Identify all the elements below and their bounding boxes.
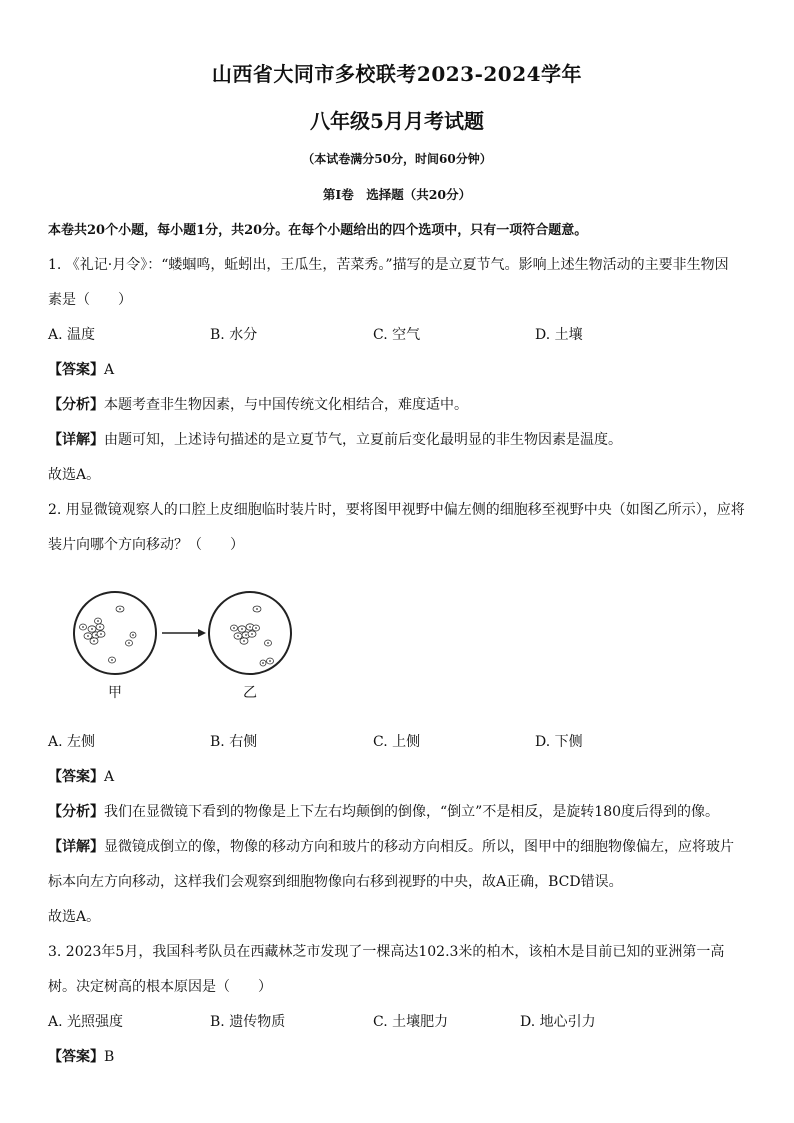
q2-option-c: C. 上侧 bbox=[373, 734, 421, 750]
arrow-head-icon bbox=[198, 629, 206, 637]
q1-option-d: D. 土壤 bbox=[535, 327, 583, 343]
q2-analysis bbox=[48, 801, 758, 821]
q3-option-a: A. 光照强度 bbox=[48, 1014, 124, 1030]
q3-option-d: D. 地心引力 bbox=[520, 1014, 596, 1030]
q3-stem-line2: 树。决定树高的根本原因是（ ） bbox=[48, 979, 272, 995]
q3-stem-line1: 3. 2023年5月，我国科考队员在西藏林芝市发现了一棵高达102.3米的柏木，该柏木是目前已知的亚洲第一高 bbox=[48, 944, 725, 960]
answer-value: A bbox=[104, 769, 115, 785]
q3-option-b: B. 遗传物质 bbox=[210, 1014, 286, 1030]
instruction: 本卷共20个小题，每小题1分，共20分。在每个小题给出的四个选项中，只有一项符合题意。 bbox=[48, 223, 588, 238]
analysis-label: 【分析】 bbox=[48, 397, 104, 413]
answer-value: A bbox=[104, 362, 115, 378]
q2-stem-line2: 装片向哪个方向移动？（ ） bbox=[48, 537, 244, 553]
detail-text: 由题可知，上述诗句描述的是立夏节气，立夏前后变化最明显的非生物因素是温度。 bbox=[104, 432, 622, 448]
detail-label: 【详解】 bbox=[48, 432, 104, 448]
q2-option-d: D. 下侧 bbox=[535, 734, 583, 750]
analysis-label: 【分析】 bbox=[48, 804, 104, 820]
cells-jia bbox=[80, 606, 137, 663]
q2-detail-line2: 标本向左方向移动，这样我们会观察到细胞物像向右移到视野的中央，故A正确，BCD错误。 bbox=[48, 874, 623, 890]
answer-label: 【答案】 bbox=[48, 1049, 104, 1065]
q1-analysis bbox=[48, 394, 758, 414]
q3-answer bbox=[48, 1046, 758, 1066]
q1-stem-line1: 1. 《礼记·月令》：“蝼蝈鸣，蚯蚓出，王瓜生，苦菜秀。”描写的是立夏节气。影响上述生物活动的主要非生物因 bbox=[48, 257, 729, 273]
answer-label: 【答案】 bbox=[48, 362, 104, 378]
answer-label: 【答案】 bbox=[48, 769, 104, 785]
figure-caption-yi: 乙 bbox=[243, 685, 257, 701]
q1-answer bbox=[48, 359, 758, 379]
q2-detail-line1 bbox=[48, 836, 758, 856]
exam-subtitle-title: 八年级5月月考试题 bbox=[310, 109, 484, 133]
exam-title: 山西省大同市多校联考2023-2024学年 bbox=[211, 62, 583, 86]
q1-conclusion: 故选A。 bbox=[48, 467, 101, 483]
detail-label: 【详解】 bbox=[48, 839, 104, 855]
analysis-text: 我们在显微镜下看到的物像是上下左右均颠倒的倒像，“倒立”不是相反，是旋转180度后得到的像。 bbox=[104, 804, 720, 820]
q1-option-a: A. 温度 bbox=[48, 327, 96, 343]
q1-option-b: B. 水分 bbox=[210, 327, 258, 343]
section-heading: 第Ⅰ卷 选择题（共20分） bbox=[322, 187, 472, 202]
q1-stem-line2: 素是（ ） bbox=[48, 292, 132, 308]
q2-option-b: B. 右侧 bbox=[210, 734, 258, 750]
q1-option-c: C. 空气 bbox=[373, 327, 421, 343]
q2-conclusion: 故选A。 bbox=[48, 909, 101, 925]
analysis-text: 本题考查非生物因素，与中国传统文化相结合，难度适中。 bbox=[104, 397, 468, 413]
q2-stem-line1: 2. 用显微镜观察人的口腔上皮细胞临时装片时，要将图甲视野中偏左侧的细胞移至视野中央（如图乙所示），应将 bbox=[48, 502, 745, 518]
exam-info: （本试卷满分50分，时间60分钟） bbox=[302, 152, 492, 166]
answer-value: B bbox=[104, 1049, 115, 1065]
q2-answer bbox=[48, 766, 758, 786]
cells-yi bbox=[231, 606, 274, 666]
q1-detail bbox=[48, 429, 758, 449]
microscope-figure bbox=[70, 588, 300, 703]
figure-caption-jia: 甲 bbox=[108, 685, 122, 701]
q3-option-c: C. 土壤肥力 bbox=[373, 1014, 449, 1030]
q2-option-a: A. 左侧 bbox=[48, 734, 96, 750]
detail-text: 显微镜成倒立的像，物像的移动方向和玻片的移动方向相反。所以，图甲中的细胞物像偏左，应将玻片 bbox=[104, 839, 734, 855]
